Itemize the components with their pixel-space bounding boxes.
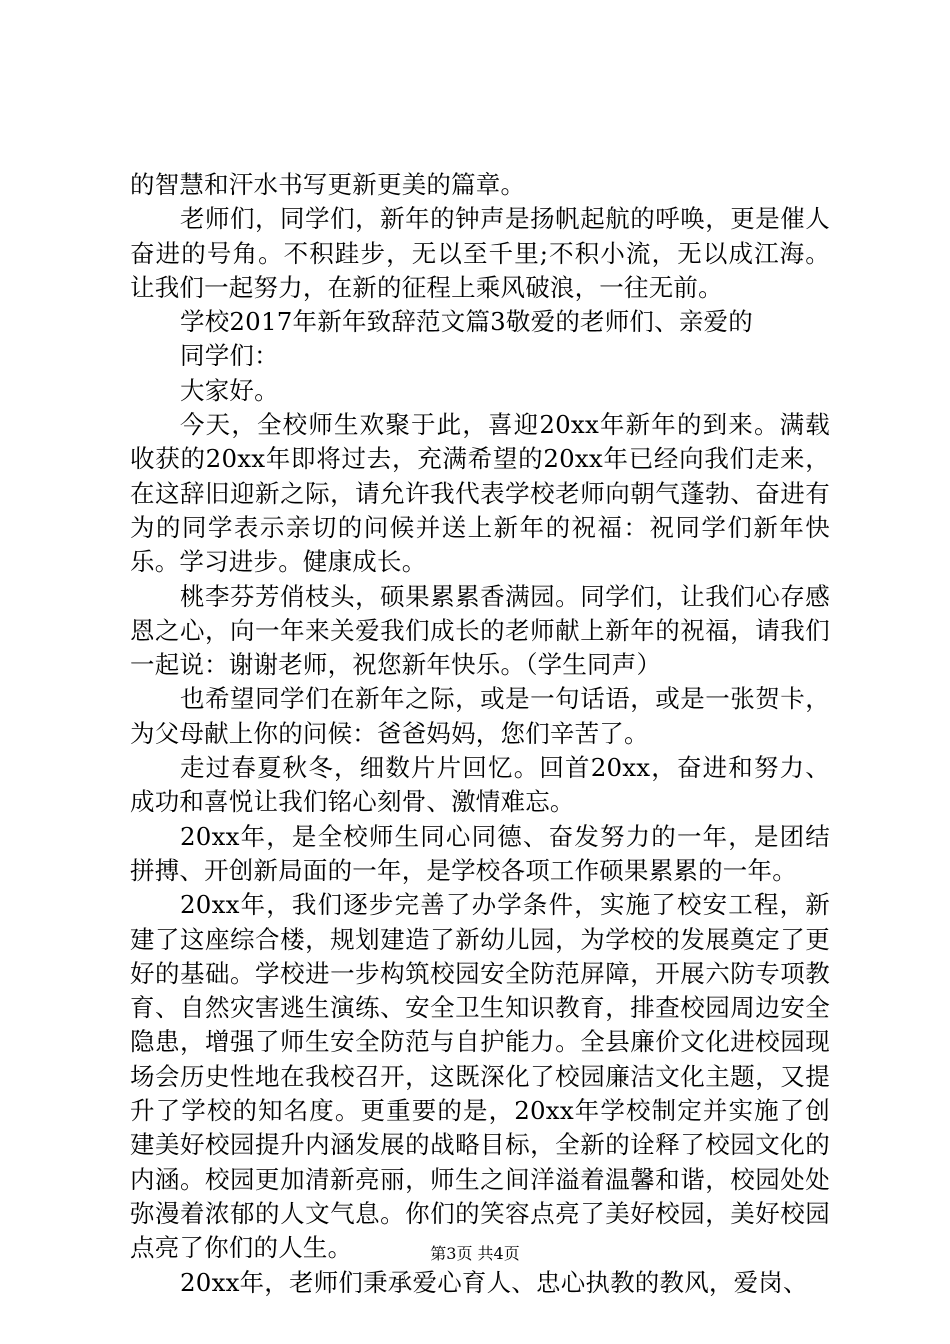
paragraph-4: 同学们：	[180, 341, 279, 371]
paragraph-7: 桃李芬芳俏枝头，硕果累累香满园。同学们，让我们心存感恩之心，向一年来关爱我们成长的老师献上新年的祝福，请我们一起说：谢谢老师，祝您新年快乐。（学生同声）	[130, 581, 830, 680]
paragraph-9: 走过春夏秋冬，细数片片回忆。回首20xx，奋进和努力、成功和喜悦让我们铭心刻骨、激情难忘。	[130, 753, 830, 817]
paragraph-6: 今天，全校师生欢聚于此，喜迎20xx年新年的到来。满载收获的20xx年即将过去，充满希望的20xx年已经向我们走来，在这辞旧迎新之际，请允许我代表学校老师向朝气蓬勃、奋进有为的同学表示亲切的问候并送上新年的祝福：祝同学们新年快乐。学习进步。健康成长。	[130, 410, 830, 577]
paragraph-8: 也希望同学们在新年之际，或是一句话语，或是一张贺卡，为父母献上你的问候：爸爸妈妈，您们辛苦了。	[130, 684, 830, 748]
paragraph-3: 学校2017年新年致辞范文篇3敬爱的老师们、亲爱的	[180, 307, 753, 337]
paragraph-11: 20xx年，我们逐步完善了办学条件，实施了校安工程，新建了这座综合楼，规划建造了新幼儿园，为学校的发展奠定了更好的基础。学校进一步构筑校园安全防范屏障，开展六防专项教育、自然灾害逃生演练、安全卫生知识教育，排查校园周边安全隐患，增强了师生安全防范与自护能力。全县廉价文化进校园现场会历史性地在我校召开，这既深化了校园廉洁文化主题，又提升了学校的知名度。更重要的是，20xx年学校制定并实施了创建美好校园提升内涵发展的战略目标，全新的诠释了校园文化的内涵。校园更加清新亮丽，师生之间洋溢着温馨和谐，校园处处弥漫着浓郁的人文气息。你们的笑容点亮了美好校园，美好校园点亮了你们的人生。	[130, 890, 830, 1263]
paragraph-10: 20xx年，是全校师生同心同德、奋发努力的一年，是团结拼搏、开创新局面的一年，是学校各项工作硕果累累的一年。	[130, 821, 830, 885]
paragraph-5: 大家好。	[180, 375, 279, 405]
document-body	[130, 168, 830, 1300]
paragraph-12: 20xx年，老师们秉承爱心育人、忠心执教的教风，爱岗、	[180, 1267, 808, 1297]
page-footer: 第3页 共4页	[430, 1244, 520, 1263]
paragraph-2: 老师们，同学们，新年的钟声是扬帆起航的呼唤，更是催人奋进的号角。不积跬步，无以至千里;不积小流，无以成江海。让我们一起努力，在新的征程上乘风破浪，一往无前。	[130, 204, 830, 302]
paragraph-1: 的智慧和汗水书写更新更美的篇章。	[130, 170, 526, 199]
